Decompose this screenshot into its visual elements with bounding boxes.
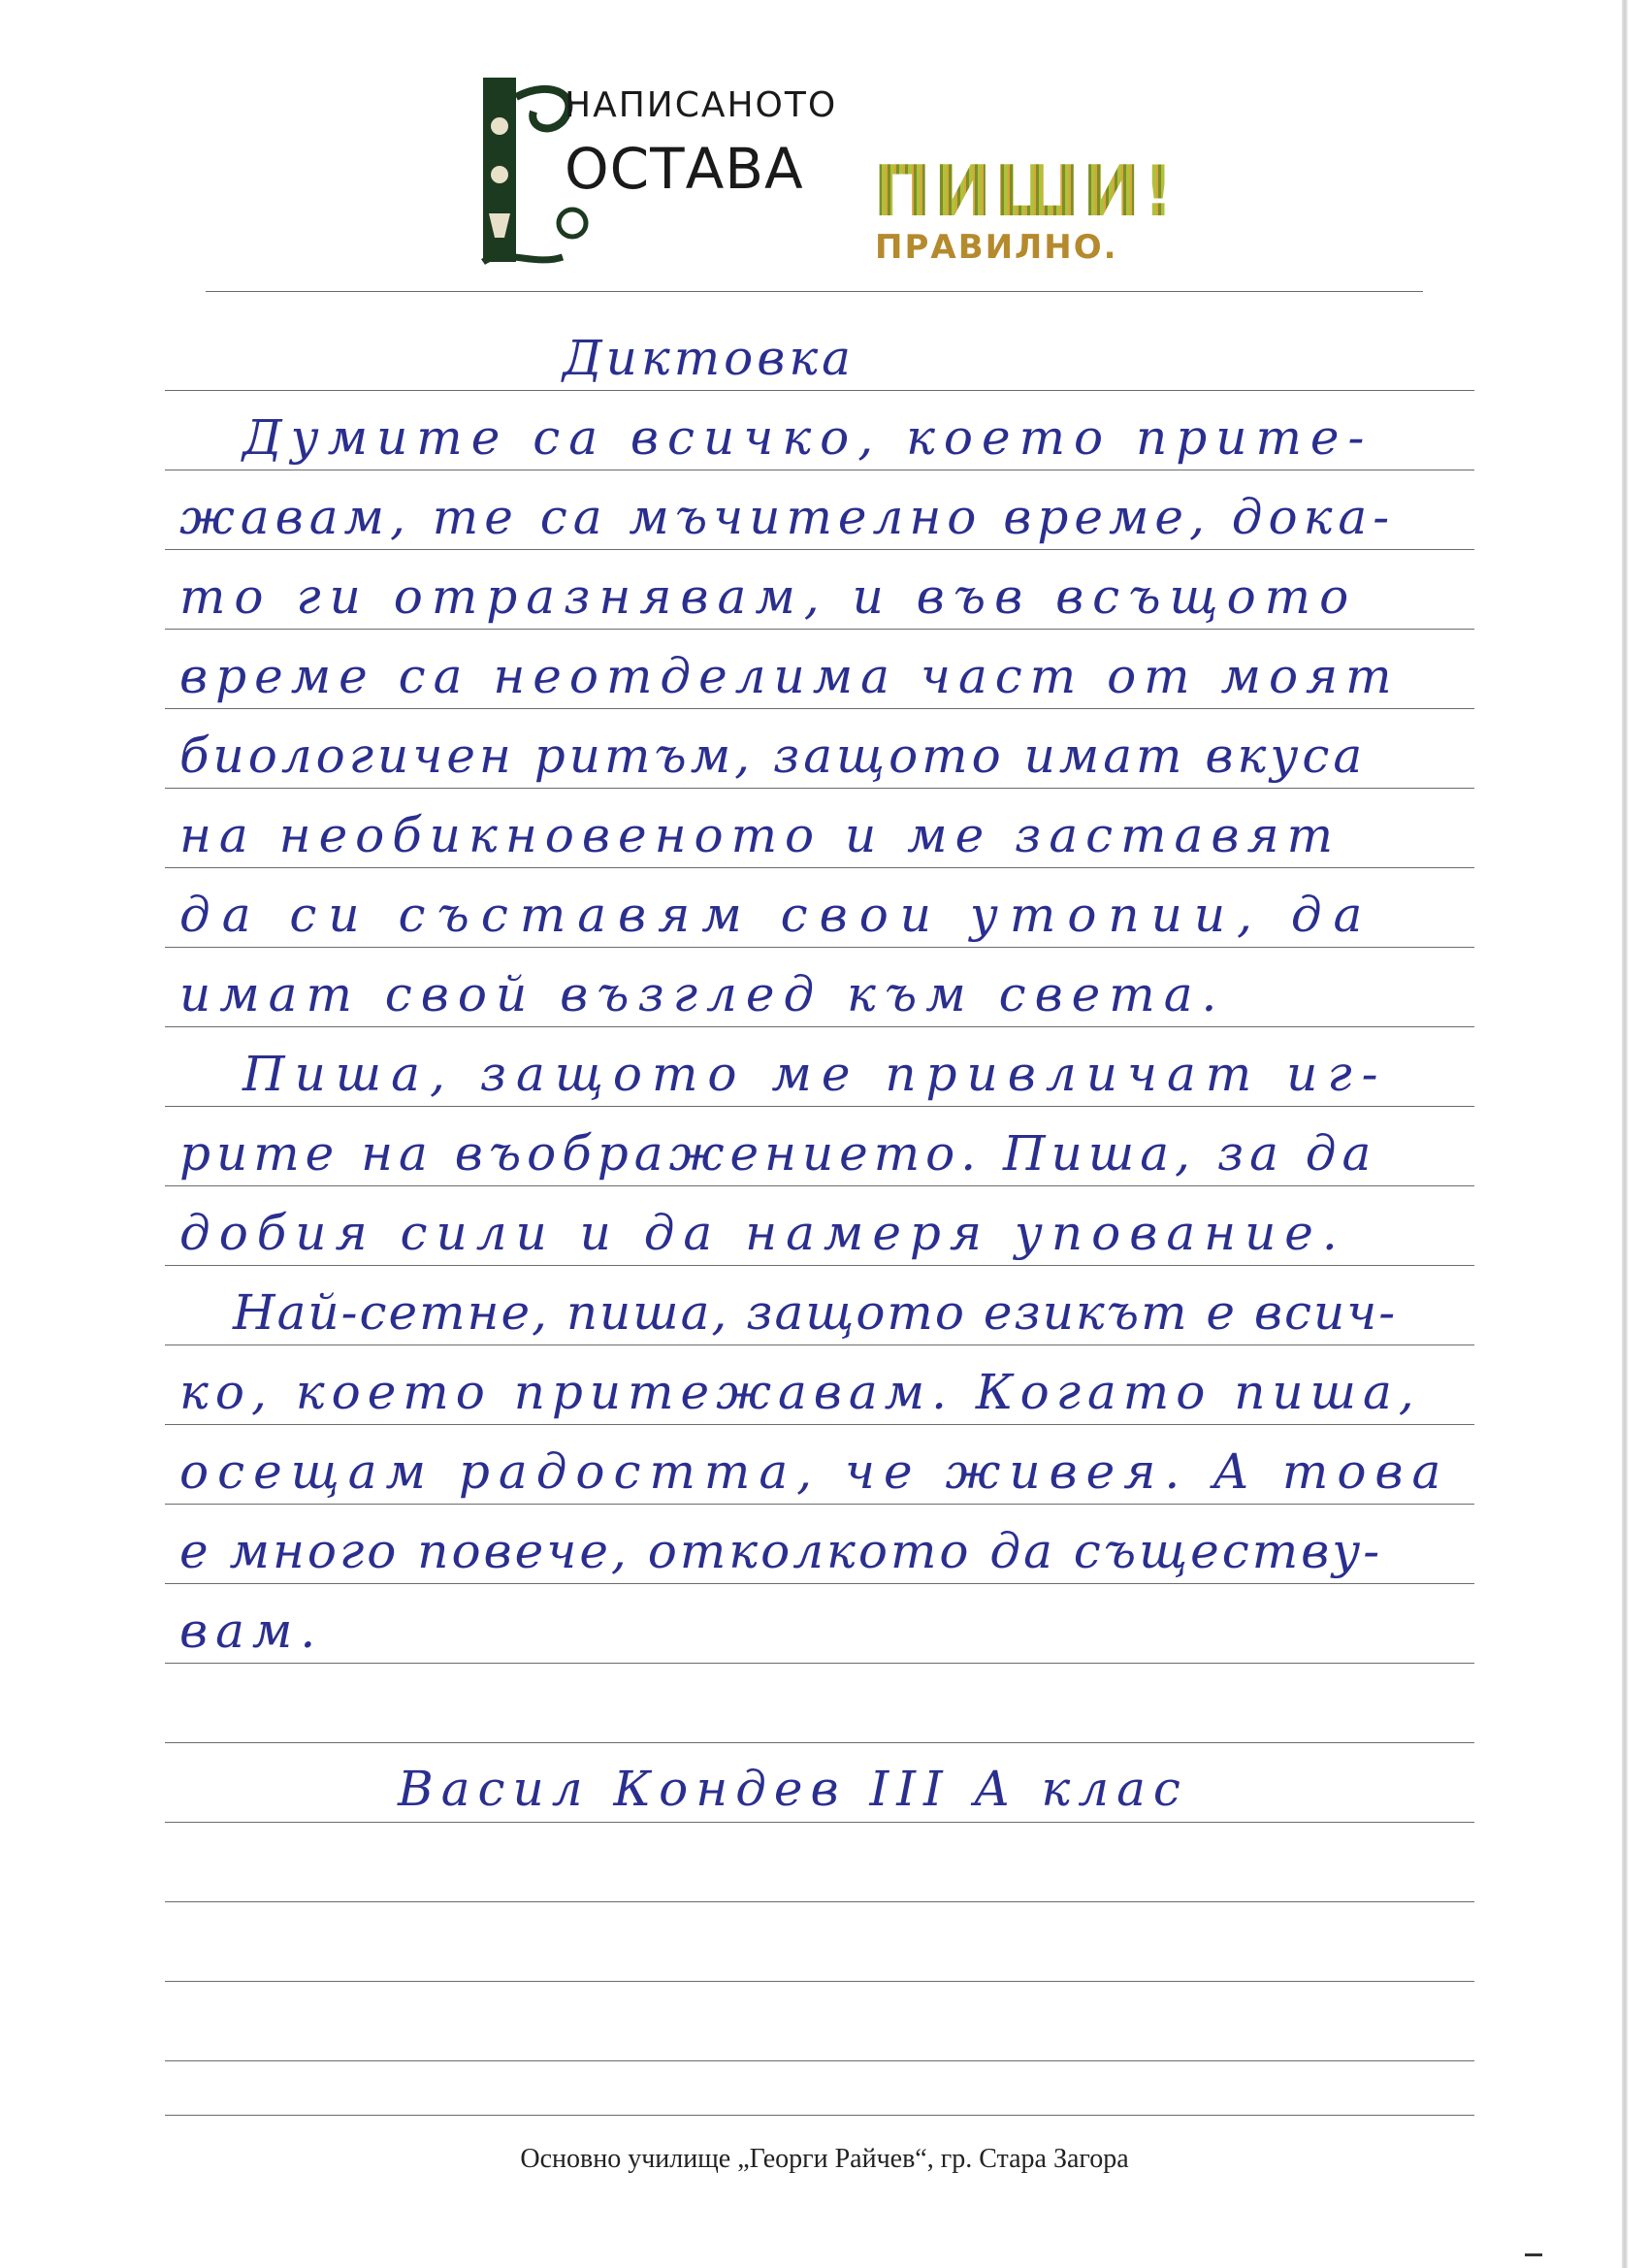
ruled-line xyxy=(165,1742,1474,1743)
handwritten-line: да си съставям свои утопии, да xyxy=(179,887,1374,943)
handwritten-line: осещам радостта, че живея. А това xyxy=(179,1443,1450,1500)
competition-logo xyxy=(475,68,1212,281)
handwritten-line: време са неотделима част от моят xyxy=(179,648,1400,704)
scan-edge xyxy=(1622,0,1628,2268)
handwritten-line: ко, което притежавам. Когато пиша, xyxy=(179,1364,1421,1420)
ruled-line xyxy=(165,1026,1474,1027)
handwritten-line: е много повече, отколкото да съществу- xyxy=(179,1523,1383,1579)
handwritten-line: имат свой възглед към света. xyxy=(179,966,1226,1022)
school-footer: Основно училище „Георги Райчев“, гр. Стара Загора xyxy=(520,2144,1129,2174)
logo-pravilno: ПРАВИЛНО. xyxy=(875,228,1118,267)
scan-mark xyxy=(1525,2253,1542,2256)
ruled-line xyxy=(165,1504,1474,1505)
ruled-line xyxy=(165,1981,1474,1982)
header-rule xyxy=(206,291,1423,292)
ruled-line xyxy=(165,2115,1474,2116)
ruled-line xyxy=(165,629,1474,630)
ruled-line xyxy=(165,1185,1474,1186)
logo-line-ostava: ОСТАВА xyxy=(565,136,804,202)
ruled-line xyxy=(165,1583,1474,1584)
ruled-line xyxy=(165,1901,1474,1902)
ruled-line xyxy=(165,2060,1474,2061)
ruled-line xyxy=(165,788,1474,789)
handwritten-line: то ги отразнявам, и във всъщото xyxy=(179,568,1358,625)
logo-pishi: ПИШИ! xyxy=(873,150,1177,232)
ruled-line xyxy=(165,1424,1474,1425)
handwritten-line: биологичен ритъм, защото имат вкуса xyxy=(179,728,1367,784)
dictation-title: Диктовка xyxy=(563,330,855,386)
student-signature: Васил Кондев III А клас xyxy=(398,1761,1188,1817)
handwritten-line: жавам, те са мъчително време, дока- xyxy=(179,489,1396,545)
ruled-line xyxy=(165,549,1474,550)
ruled-line xyxy=(165,947,1474,948)
handwritten-line: добия сили и да намеря упование. xyxy=(179,1205,1346,1261)
ruled-line xyxy=(165,1663,1474,1664)
ruled-line xyxy=(165,708,1474,709)
handwritten-line: на необикновеното и ме заставят xyxy=(179,807,1341,863)
ruled-line xyxy=(165,1106,1474,1107)
handwritten-line: Най-сетне, пиша, защото езикът е всич- xyxy=(233,1284,1398,1341)
handwritten-line: вам. xyxy=(179,1603,324,1659)
handwritten-line: Пиша, защото ме привличат иг- xyxy=(242,1046,1388,1102)
handwritten-line: Думите са всичко, което прите- xyxy=(242,409,1374,466)
ruled-line xyxy=(165,390,1474,391)
logo-line-napisanoto: НАПИСАНОТО xyxy=(565,85,838,125)
ruled-line xyxy=(165,1265,1474,1266)
ruled-line xyxy=(165,867,1474,868)
handwritten-line: рите на въображението. Пиша, за да xyxy=(179,1125,1377,1182)
ruled-line xyxy=(165,1822,1474,1823)
